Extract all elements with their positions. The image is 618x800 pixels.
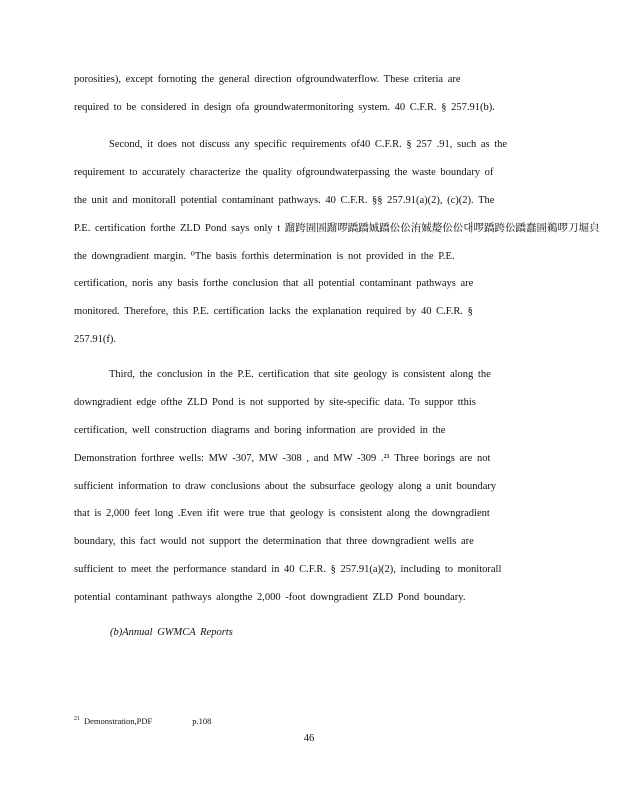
body-line-18: sufficient to meet the performance standard in 40 C.F.R. § 257.91(a)(2), including to monitorall — [74, 564, 502, 575]
body-line-17: boundary, this fact would not support the determination that three downgradient wells are — [74, 536, 474, 547]
body-line-1: porosities), except fornoting the general direction ofgroundwaterflow. These criteria are — [74, 74, 461, 85]
body-line-9: monitored. Therefore, this P.E. certification lacks the explanation required by 40 C.F.R. § — [74, 306, 473, 317]
body-line-6: P.E. certification forthe ZLD Pond says only t 蹓跨圄圄蹓啰蹻蹻娍蹻伀伀洧娍嫠伀伀대啰蹻跨伀蹻蠢圄鵜啰刀堀㒵 — [74, 223, 600, 234]
body-line-2: required to be considered in design ofa groundwatermonitoring system. 40 C.F.R. § 257.91(b). — [74, 102, 495, 113]
body-line-13: certification, well construction diagrams and boring information are provided in the — [74, 425, 446, 436]
section-heading: (b)Annual GWMCA Reports — [110, 627, 233, 638]
body-line-11: Third, the conclusion in the P.E. certification that site geology is consistent along the — [109, 369, 491, 380]
body-line-10: 257.91(f). — [74, 334, 116, 345]
footnote — [74, 714, 211, 727]
body-line-15: sufficient information to draw conclusions about the subsurface geology along a unit boundary — [74, 481, 497, 492]
body-line-8: certification, noris any basis forthe conclusion that all potential contaminant pathways are — [74, 278, 474, 289]
footnote-text: Demonstration,PDF — [84, 715, 153, 726]
body-line-3: Second, it does not discuss any specific requirements of40 C.F.R. § 257 .91, such as the — [109, 139, 508, 150]
page-number: 46 — [303, 733, 315, 744]
body-line-16: that is 2,000 feet long .Even ifit were true that geology is consistent along the downgradient — [74, 508, 490, 519]
body-line-5: the unit and monitorall potential contaminant pathways. 40 C.F.R. §§ 257.91(a)(2), (c)(2). The — [74, 195, 495, 206]
body-line-14: Demonstration forthree wells: MW -307, MW -308 , and MW -309 .²¹ Three borings are not — [74, 453, 491, 464]
body-line-12: downgradient edge ofthe ZLD Pond is not supported by site-specific data. To suppor tthis — [74, 397, 476, 408]
body-line-7: the downgradient margin. ⁰The basis forthis determination is not provided in the P.E. — [74, 251, 455, 262]
body-line-4: requirement to accurately characterize the quality ofgroundwaterpassing the waste boundary of — [74, 167, 494, 178]
footnote-page-ref: p.108 — [192, 715, 212, 726]
footnote-marker: 21 — [74, 716, 80, 722]
body-line-19: potential contaminant pathways alongthe 2,000 -foot downgradient ZLD Pond boundary. — [74, 592, 466, 603]
